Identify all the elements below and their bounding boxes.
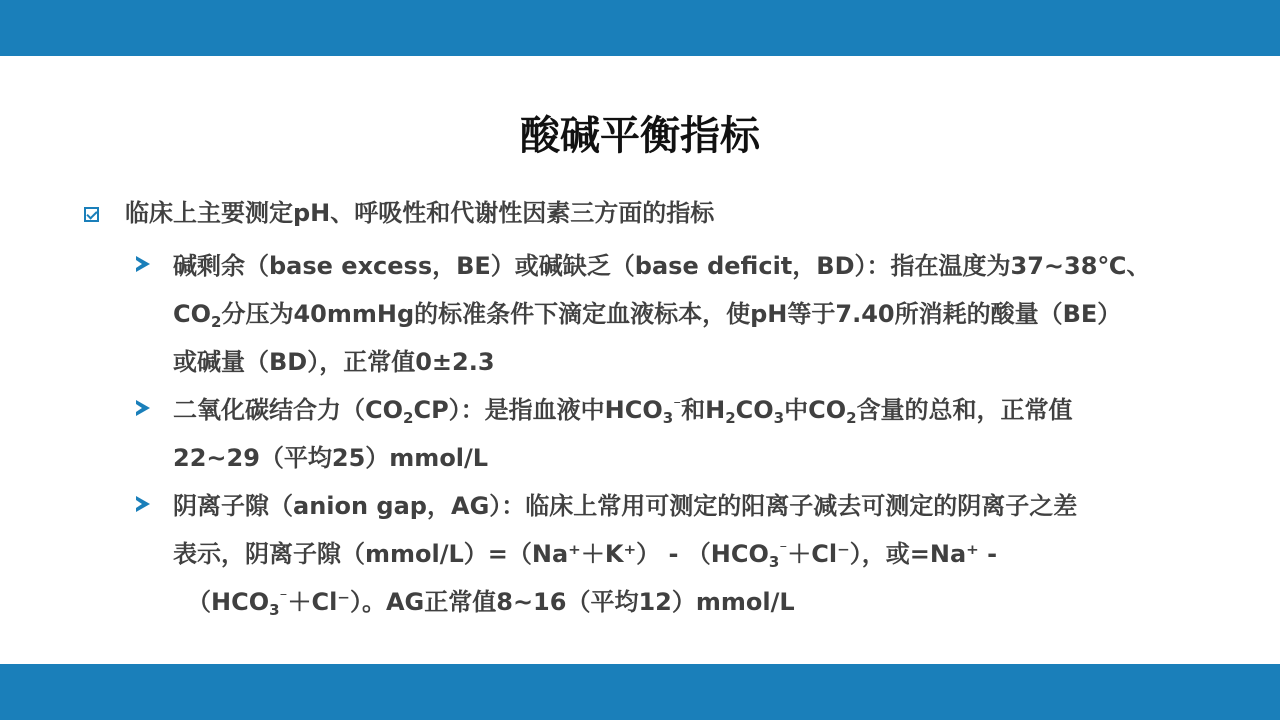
item-line: 碱剩余（base excess，BE）或碱缺乏（base deficit，BD）：指在温度为37~38℃、 [173, 252, 1151, 280]
item-line: $CO_2$分压为40mmHg的标准条件下滴定血液标本，使pH等于7.40所消耗的酸量（BE） [173, 300, 1122, 331]
top-banner [0, 0, 1280, 56]
item-line: 二氧化碳结合力$(CO_2CP)$：是指血液中$HCO_3^{^-}$和$H_2CO_3$中$CO_2$含量的总和，正常值 [173, 396, 1073, 427]
arrow-bullet-icon [136, 256, 150, 272]
list-item-co2cp [136, 386, 1206, 482]
item-line: 或碱量（BD），正常值0±2.3 [173, 348, 495, 376]
item-line: 22~29（平均25）mmol/L [173, 444, 489, 472]
slide-title: 酸碱平衡指标 [520, 113, 760, 159]
item-line: 表示，阴离子隙（mmol/L）=（Na⁺＋K⁺） - $(HCO_3^{^-}+Cl^-)$，或=Na⁺ - [173, 540, 998, 571]
bottom-banner [0, 664, 1280, 720]
main-point-text: 临床上主要测定pH、呼吸性和代谢性因素三方面的指标 [125, 199, 715, 227]
item-line: $(HCO_3^{^-}+Cl^-)$。AG正常值8~16（平均12）mmol/L [187, 588, 795, 619]
arrow-bullet-icon [136, 496, 150, 512]
item-line: 阴离子隙（anion gap，AG）：临床上常用可测定的阳离子减去可测定的阴离子之差 [173, 492, 1078, 520]
main-point [84, 196, 1184, 230]
checkbox-bullet-icon [84, 207, 99, 222]
arrow-bullet-icon [136, 400, 150, 416]
list-item-anion-gap [136, 482, 1206, 626]
list-item-base-excess [136, 242, 1206, 386]
